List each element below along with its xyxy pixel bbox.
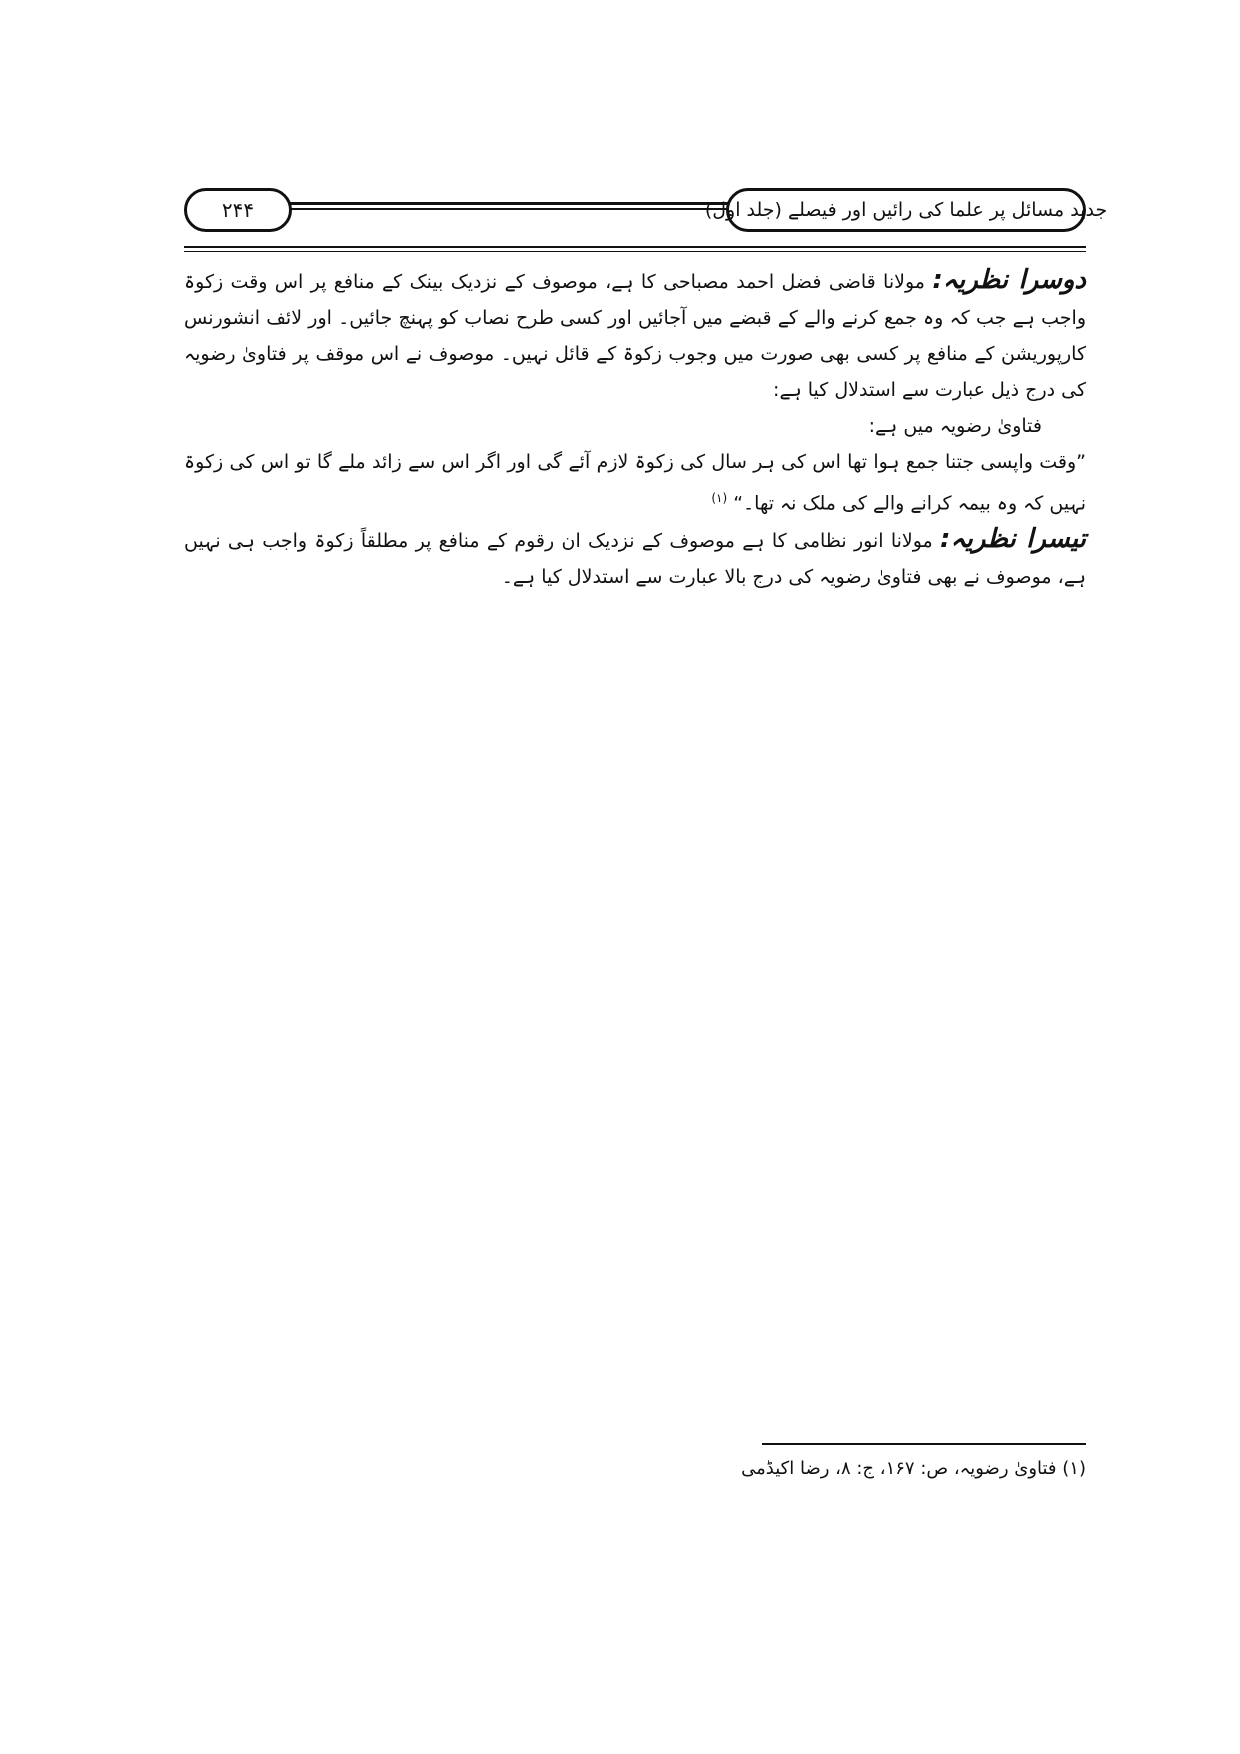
footnote (600, 1458, 1086, 1479)
paragraph-third-theory (184, 521, 1086, 595)
body-text (184, 262, 1086, 595)
paragraph-text: فتاویٰ رضویہ میں ہے: (868, 415, 1042, 437)
paragraph-quotation (184, 444, 1086, 521)
header-double-rule (290, 202, 728, 216)
footnote-marker: (۱) (1062, 1458, 1086, 1479)
paragraph-lead: تیسرا نظریہ: (940, 524, 1086, 555)
book-title: جدید مسائل پر علما کی رائیں اور فیصلے (جلد اول) (704, 199, 1108, 221)
paragraph-citation-intro (184, 408, 1086, 444)
paragraph-second-theory (184, 262, 1086, 408)
paragraph-lead: دوسرا نظریہ: (932, 265, 1086, 295)
paragraph-text: مولانا انور نظامی کا ہے موصوف کے نزدیک ان رقوم کے منافع پر مطلقاً زکوۃ واجب ہی نہیں ہے، موصوف نے بھی فتاویٰ رضویہ کی درج بالا عبارت سے استدلال کیا ہے۔ (184, 530, 1086, 589)
page-number: ۲۴۴ (221, 198, 255, 222)
footnote-reference[interactable]: (۱) (711, 491, 728, 505)
paragraph-text: مولانا قاضی فضل احمد مصباحی کا ہے، موصوف کے نزدیک بینک کے منافع پر اس وقت زکوۃ واجب ہے جب کہ وہ جمع کرنے والے کے قبضے میں آجائیں اور کسی طرح نصاب کو پہنچ جائیں۔ اور لائف انشورنس کارپوریشن کے منافع پر کسی بھی صورت میں وجوب زکوۃ کے قائل نہیں۔ موصوف نے اس موقف پر فتاویٰ رضویہ کی درج ذیل عبارت سے استدلال کیا ہے: (184, 271, 1086, 401)
running-header (184, 188, 1108, 240)
footnote-text: فتاویٰ رضویہ، ص: ۱۶۷، ج: ۸، رضا اکیڈمی (741, 1458, 1057, 1479)
header-rule-thin (184, 251, 1086, 252)
page-number-badge (184, 188, 292, 232)
footnote-separator (762, 1443, 1086, 1445)
quotation-text: ”وقت واپسی جتنا جمع ہوا تھا اس کی ہر سال کی زکوۃ لازم آئے گی اور اگر اس سے زائد ملے گا تو اس کی زکوۃ نہیں کہ وہ بیمہ کرانے والے کی ملک نہ تھا۔“ (184, 451, 1086, 515)
header-rule (184, 246, 1086, 248)
book-title-badge (704, 188, 1108, 232)
